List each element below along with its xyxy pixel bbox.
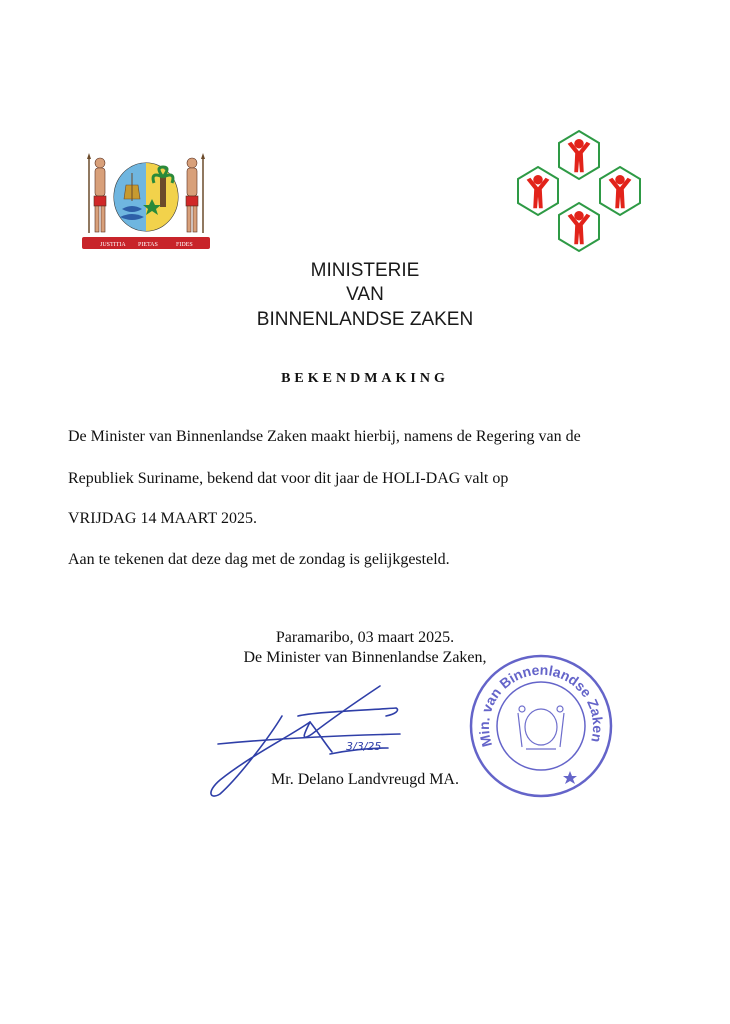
ministry-name-line-2: VAN (346, 284, 384, 305)
place-date: Paramaribo, 03 maart 2025. (275, 629, 455, 646)
motto-text: FIDES (176, 242, 193, 248)
signature-date: 3/3/25 (346, 740, 382, 753)
notice-line: Aan te tekenen dat deze dag met de zondag is gelijkgesteld. (68, 551, 450, 568)
motto-text: PIETAS (138, 242, 158, 248)
ministry-stamp (466, 651, 616, 801)
star-icon (563, 771, 577, 784)
motto-text: JUSTITIA (100, 242, 126, 248)
notice-line: VRIJDAG 14 MAART 2025. (68, 510, 257, 527)
ministry-name-line-3: BINNENLANDSE ZAKEN (256, 309, 474, 330)
notice-line: Republiek Suriname, bekend dat voor dit jaar de HOLI-DAG valt op (68, 470, 509, 487)
notice-line: De Minister van Binnenlandse Zaken maakt hierbij, namens de Regering van de (68, 428, 581, 445)
ministry-logo-icon (514, 128, 644, 256)
minister-name: Mr. Delano Landvreugd MA. (271, 771, 459, 788)
stamp-text (476, 662, 606, 749)
coat-of-arms-icon (80, 153, 212, 253)
minister-role: De Minister van Binnenlandse Zaken, (243, 649, 487, 666)
notice-title: BEKENDMAKING (281, 371, 449, 386)
ministry-name-line-1: MINISTERIE (310, 260, 420, 281)
stamp-arc-text: Min. van Binnenlandse Zaken (475, 661, 607, 749)
